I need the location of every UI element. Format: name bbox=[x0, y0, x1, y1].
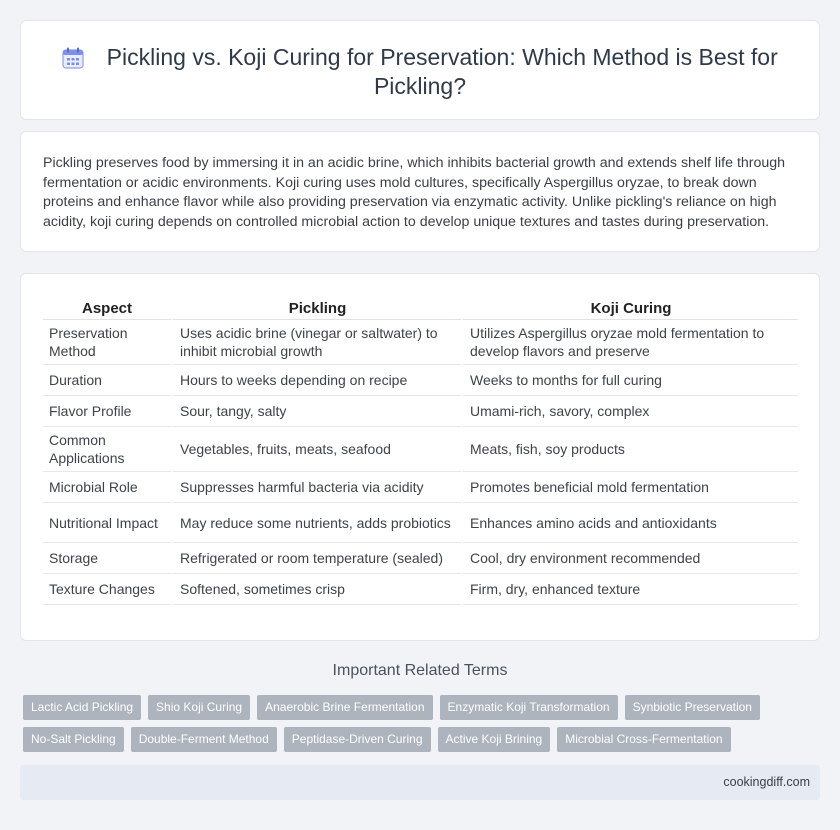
table-cell: Umami-rich, savory, complex bbox=[461, 396, 798, 427]
footer bbox=[20, 765, 820, 800]
table-cell: Weeks to months for full curing bbox=[461, 365, 798, 396]
table-row bbox=[43, 503, 798, 543]
tag-enzymatic-koji-transformation[interactable]: Enzymatic Koji Transformation bbox=[440, 695, 618, 720]
tag-row bbox=[23, 695, 823, 720]
tag-synbiotic-preservation[interactable]: Synbiotic Preservation bbox=[625, 695, 760, 720]
table-row bbox=[43, 365, 798, 396]
footer-site-link[interactable]: cookingdiff.com bbox=[723, 775, 810, 789]
table-cell: Duration bbox=[43, 365, 171, 396]
intro-paragraph: Pickling preserves food by immersing it in an acidic brine, which inhibits bacterial growth and extends shelf life through fermentation or acidic environments. Koji curing uses mold cultures, specifically Aspergillus oryzae, to break down proteins and enhance flavor while also providing preservation via enzymatic activity. Unlike pickling's reliance on high acidity, koji curing depends on controlled microbial action to develop unique textures and tastes during preservation. bbox=[43, 155, 786, 230]
comparison-table-card bbox=[20, 273, 820, 641]
tag-shio-koji-curing[interactable]: Shio Koji Curing bbox=[148, 695, 250, 720]
table-cell: Flavor Profile bbox=[43, 396, 171, 427]
table-cell: Enhances amino acids and antioxidants bbox=[461, 503, 798, 543]
table-cell: Uses acidic brine (vinegar or saltwater) to inhibit microbial growth bbox=[171, 320, 461, 365]
table-cell: Storage bbox=[43, 543, 171, 574]
related-terms-title: Important Related Terms bbox=[332, 662, 508, 679]
table-cell: Suppresses harmful bacteria via acidity bbox=[171, 472, 461, 503]
title-wrap bbox=[51, 43, 789, 101]
table-cell: Utilizes Aspergillus oryzae mold fermentation to develop flavors and preserve bbox=[461, 320, 798, 365]
table-cell: Promotes beneficial mold fermentation bbox=[461, 472, 798, 503]
page-title: Pickling vs. Koji Curing for Preservation: Which Method is Best for Pickling? bbox=[106, 44, 778, 99]
table-cell: Microbial Role bbox=[43, 472, 171, 503]
related-terms-tags bbox=[23, 695, 823, 759]
table-row bbox=[43, 543, 798, 574]
header-koji-curing: Koji Curing bbox=[461, 296, 798, 320]
tag-active-koji-brining[interactable]: Active Koji Brining bbox=[438, 727, 551, 752]
tag-lactic-acid-pickling[interactable]: Lactic Acid Pickling bbox=[23, 695, 141, 720]
table-row bbox=[43, 320, 798, 365]
table-cell: Firm, dry, enhanced texture bbox=[461, 574, 798, 605]
tag-double-ferment-method[interactable]: Double-Ferment Method bbox=[131, 727, 277, 752]
table-cell: Hours to weeks depending on recipe bbox=[171, 365, 461, 396]
table-row bbox=[43, 472, 798, 503]
table-row bbox=[43, 427, 798, 472]
tag-row bbox=[23, 727, 823, 752]
table-header-row bbox=[43, 296, 798, 320]
table-cell: Meats, fish, soy products bbox=[461, 427, 798, 472]
table-cell: Common Applications bbox=[43, 427, 171, 472]
calendar-icon bbox=[62, 47, 84, 69]
table-row bbox=[43, 396, 798, 427]
tag-microbial-cross-fermentation[interactable]: Microbial Cross-Fermentation bbox=[557, 727, 730, 752]
tag-no-salt-pickling[interactable]: No-Salt Pickling bbox=[23, 727, 124, 752]
table-cell: May reduce some nutrients, adds probiotics bbox=[171, 503, 461, 543]
table-cell: Cool, dry environment recommended bbox=[461, 543, 798, 574]
tag-anaerobic-brine-fermentation[interactable]: Anaerobic Brine Fermentation bbox=[257, 695, 432, 720]
table-cell: Sour, tangy, salty bbox=[171, 396, 461, 427]
table-cell: Texture Changes bbox=[43, 574, 171, 605]
header-pickling: Pickling bbox=[171, 296, 461, 320]
table-row bbox=[43, 574, 798, 605]
table-cell: Vegetables, fruits, meats, seafood bbox=[171, 427, 461, 472]
table-cell: Preservation Method bbox=[43, 320, 171, 365]
table-cell: Refrigerated or room temperature (sealed) bbox=[171, 543, 461, 574]
table-cell: Softened, sometimes crisp bbox=[171, 574, 461, 605]
intro-card bbox=[20, 131, 820, 252]
title-card bbox=[20, 20, 820, 120]
comparison-table bbox=[43, 296, 798, 605]
header-aspect: Aspect bbox=[43, 296, 171, 320]
table-cell: Nutritional Impact bbox=[43, 503, 171, 543]
tag-peptidase-driven-curing[interactable]: Peptidase-Driven Curing bbox=[284, 727, 431, 752]
